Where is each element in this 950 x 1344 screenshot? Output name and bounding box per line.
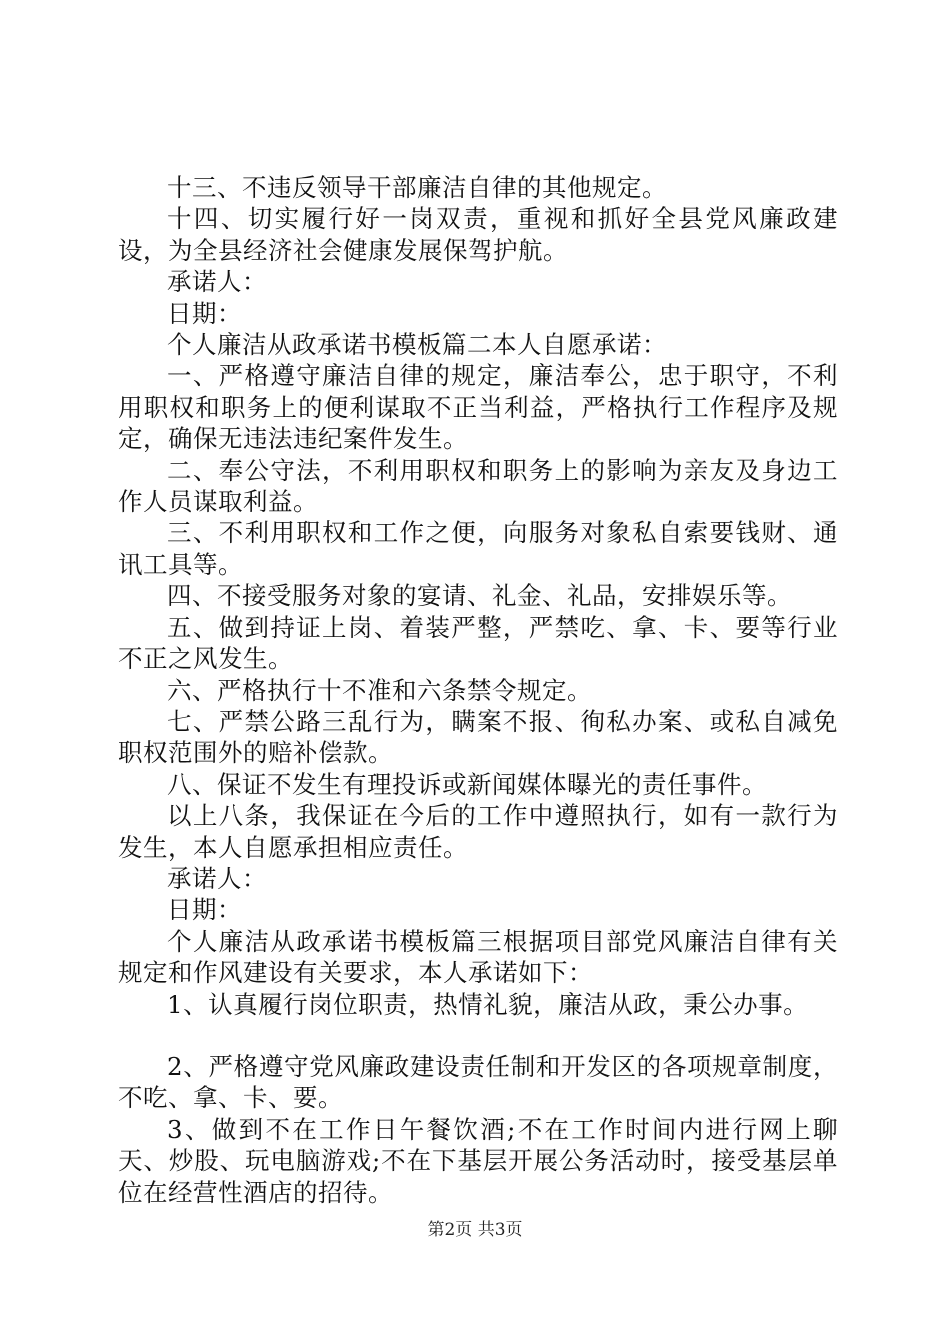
paragraph: 日期： bbox=[167, 895, 242, 925]
paragraph: 六、严格执行十不准和六条禁令规定。 bbox=[167, 675, 592, 705]
paragraph: 七、严禁公路三乱行为，瞒案不报、徇私办案、或私自减免职权范围外的赔补偿款。 bbox=[118, 706, 838, 768]
paragraph: 个人廉洁从政承诺书模板篇三根据项目部党风廉洁自律有关规定和作风建设有关要求，本人承诺如下： bbox=[118, 926, 838, 988]
paragraph: 五、做到持证上岗、着装严整，严禁吃、拿、卡、要等行业不正之风发生。 bbox=[118, 612, 838, 674]
paragraph: 3、做到不在工作日午餐饮酒;不在工作时间内进行网上聊天、炒股、玩电脑游戏;不在下基层开展公务活动时，接受基层单位在经营性酒店的招待。 bbox=[118, 1114, 838, 1207]
page-indicator: 第2页 共3页 bbox=[427, 1220, 523, 1240]
page-footer bbox=[0, 1215, 950, 1240]
paragraph: 个人廉洁从政承诺书模板篇二本人自愿承诺： bbox=[167, 330, 667, 360]
document-body bbox=[118, 172, 838, 1208]
paragraph: 日期： bbox=[167, 298, 242, 328]
paragraph: 十三、不违反领导干部廉洁自律的其他规定。 bbox=[167, 173, 667, 202]
paragraph: 一、严格遵守廉洁自律的规定，廉洁奉公，忠于职守，不利用职权和职务上的便利谋取不正当利益，严格执行工作程序及规定，确保无违法违纪案件发生。 bbox=[118, 361, 838, 454]
paragraph: 二、奉公守法，不利用职权和职务上的影响为亲友及身边工作人员谋取利益。 bbox=[118, 455, 838, 517]
paragraph: 三、不利用职权和工作之便，向服务对象私自索要钱财、通讯工具等。 bbox=[118, 518, 838, 579]
paragraph: 承诺人： bbox=[167, 863, 267, 893]
paragraph: 1、认真履行岗位职责，热情礼貌，廉洁从政，秉公办事。 bbox=[167, 989, 809, 1019]
paragraph: 以上八条，我保证在今后的工作中遵照执行，如有一款行为发生，本人自愿承担相应责任。 bbox=[118, 801, 838, 862]
paragraph: 四、不接受服务对象的宴请、礼金、礼品，安排娱乐等。 bbox=[167, 581, 792, 611]
paragraph: 八、保证不发生有理投诉或新闻媒体曝光的责任事件。 bbox=[167, 769, 767, 799]
paragraph: 承诺人： bbox=[167, 267, 267, 297]
paragraph: 2、严格遵守党风廉政建设责任制和开发区的各项规章制度，不吃、拿、卡、要。 bbox=[118, 1051, 838, 1113]
paragraph: 十四、切实履行好一岗双责，重视和抓好全县党风廉政建设，为全县经济社会健康发展保驾护航。 bbox=[118, 204, 838, 265]
